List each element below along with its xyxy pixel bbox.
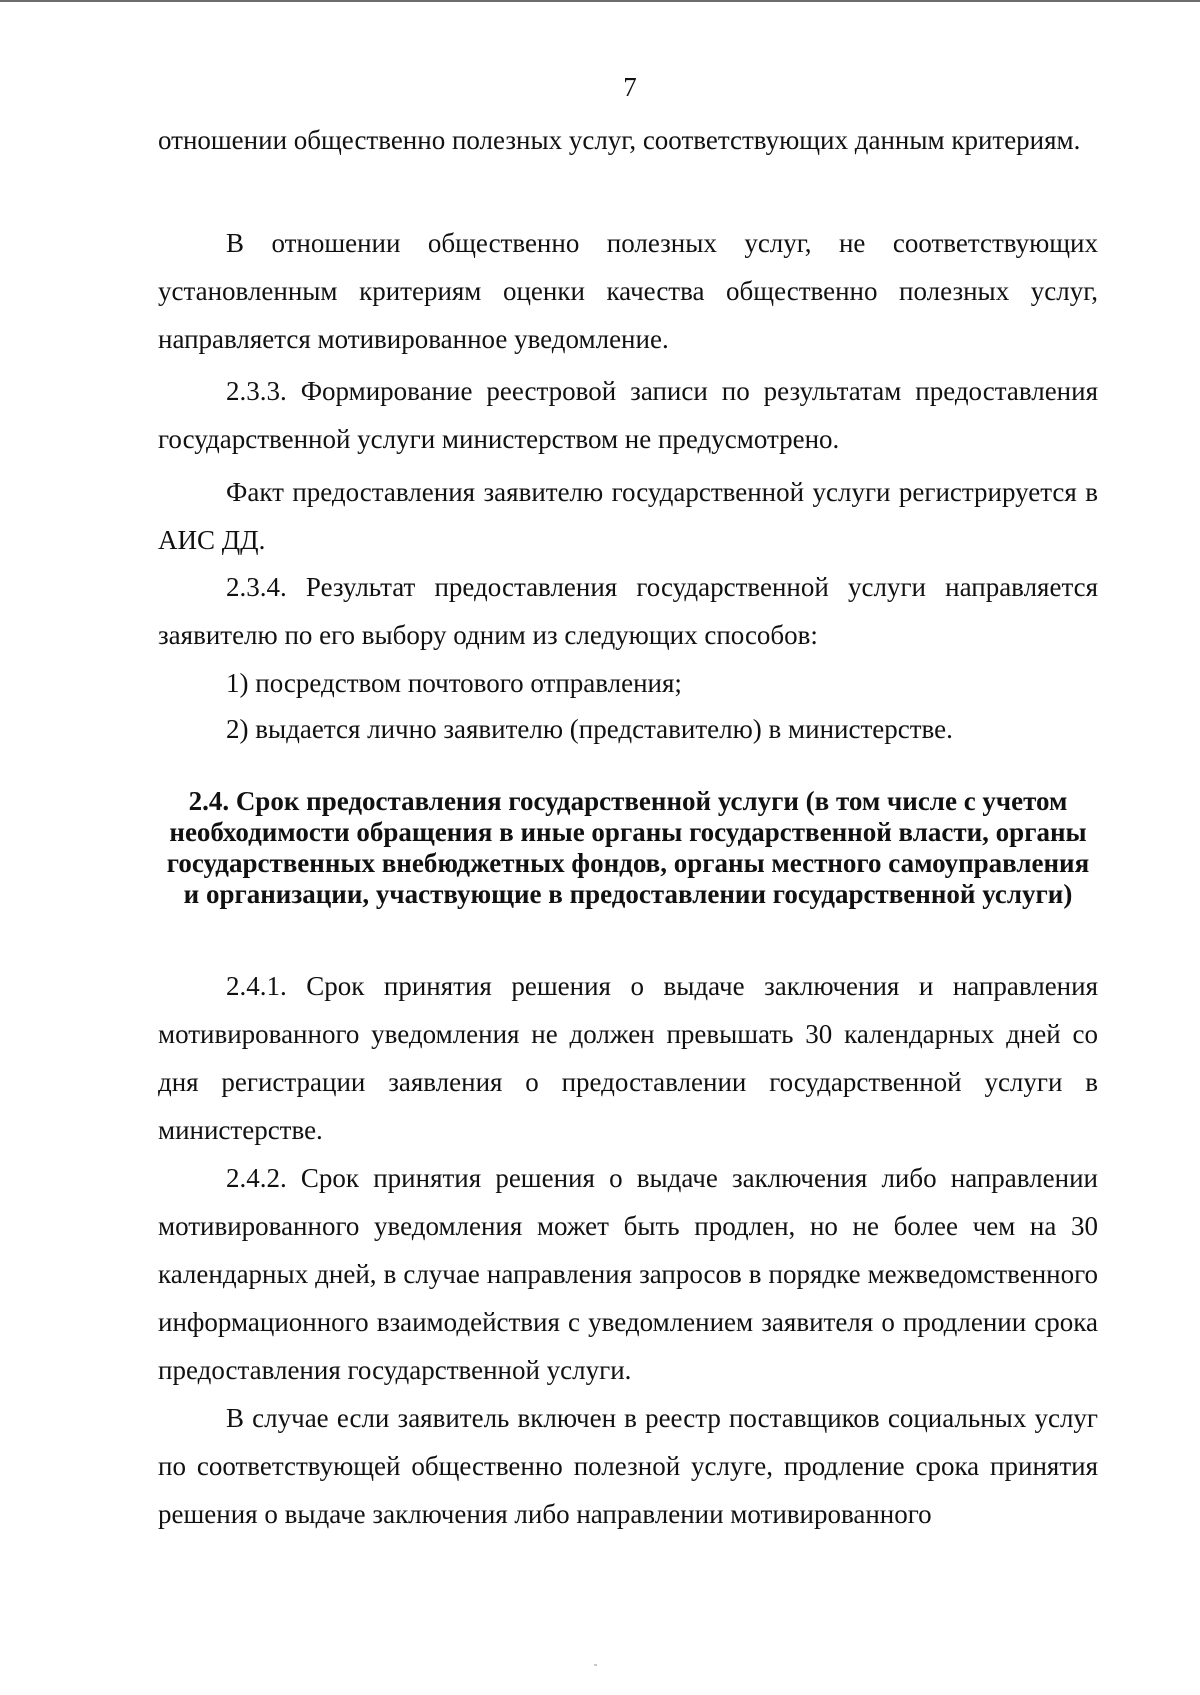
paragraph-2-4-2: 2.4.2. Срок принятия решения о выдаче заключения либо направлении мотивированного уведомления может быть продлен, но не более чем на 30 календарных дней, в случае направления запросов в порядке межведомственного информационного взаимодействия с уведомлением заявителя о продлении срока предоставления государственной услуги. (158, 1163, 1098, 1385)
paragraph-2-3-3: 2.3.3. Формирование реестровой записи по результатам предоставления государственной услуги министерством не предусмотрено. (158, 376, 1098, 454)
paragraph-continuation: отношении общественно полезных услуг, соответствующих данным критериям. (158, 125, 1081, 155)
section-heading-2-4: 2.4. Срок предоставления государственной услуги (в том числе с учетом необходимости обращения в иные органы государственной власти, органы государственных внебюджетных фондов, органы местного самоуправления и организации, участвующие в предоставлении государственной услуги) (166, 786, 1090, 909)
paragraph-social-services-registry: В случае если заявитель включен в реестр поставщиков социальных услуг по соответствующей общественно полезной услуге, продление срока принятия решения о выдаче заключения либо направлении мотивированного (158, 1403, 1098, 1529)
page-number: 7 (623, 72, 637, 102)
scan-speck (594, 1664, 597, 1666)
list-item-postal: 1) посредством почтового отправления; (226, 668, 682, 698)
paragraph-motivated-notice: В отношении общественно полезных услуг, не соответствующих установленным критериям оценки качества общественно полезных услуг, направляется мотивированное уведомление. (158, 228, 1098, 354)
paragraph-2-4-1: 2.4.1. Срок принятия решения о выдаче заключения и направления мотивированного уведомления не должен превышать 30 календарных дней со дня регистрации заявления о предоставлении государственной услуги в министерстве. (158, 971, 1098, 1145)
list-item-in-person: 2) выдается лично заявителю (представителю) в министерстве. (226, 714, 953, 744)
paragraph-fact-registration: Факт предоставления заявителю государственной услуги регистрируется в АИС ДД. (158, 477, 1098, 555)
page-top-edge (0, 0, 1200, 2)
paragraph-2-3-4: 2.3.4. Результат предоставления государственной услуги направляется заявителю по его выбору одним из следующих способов: (158, 572, 1098, 650)
